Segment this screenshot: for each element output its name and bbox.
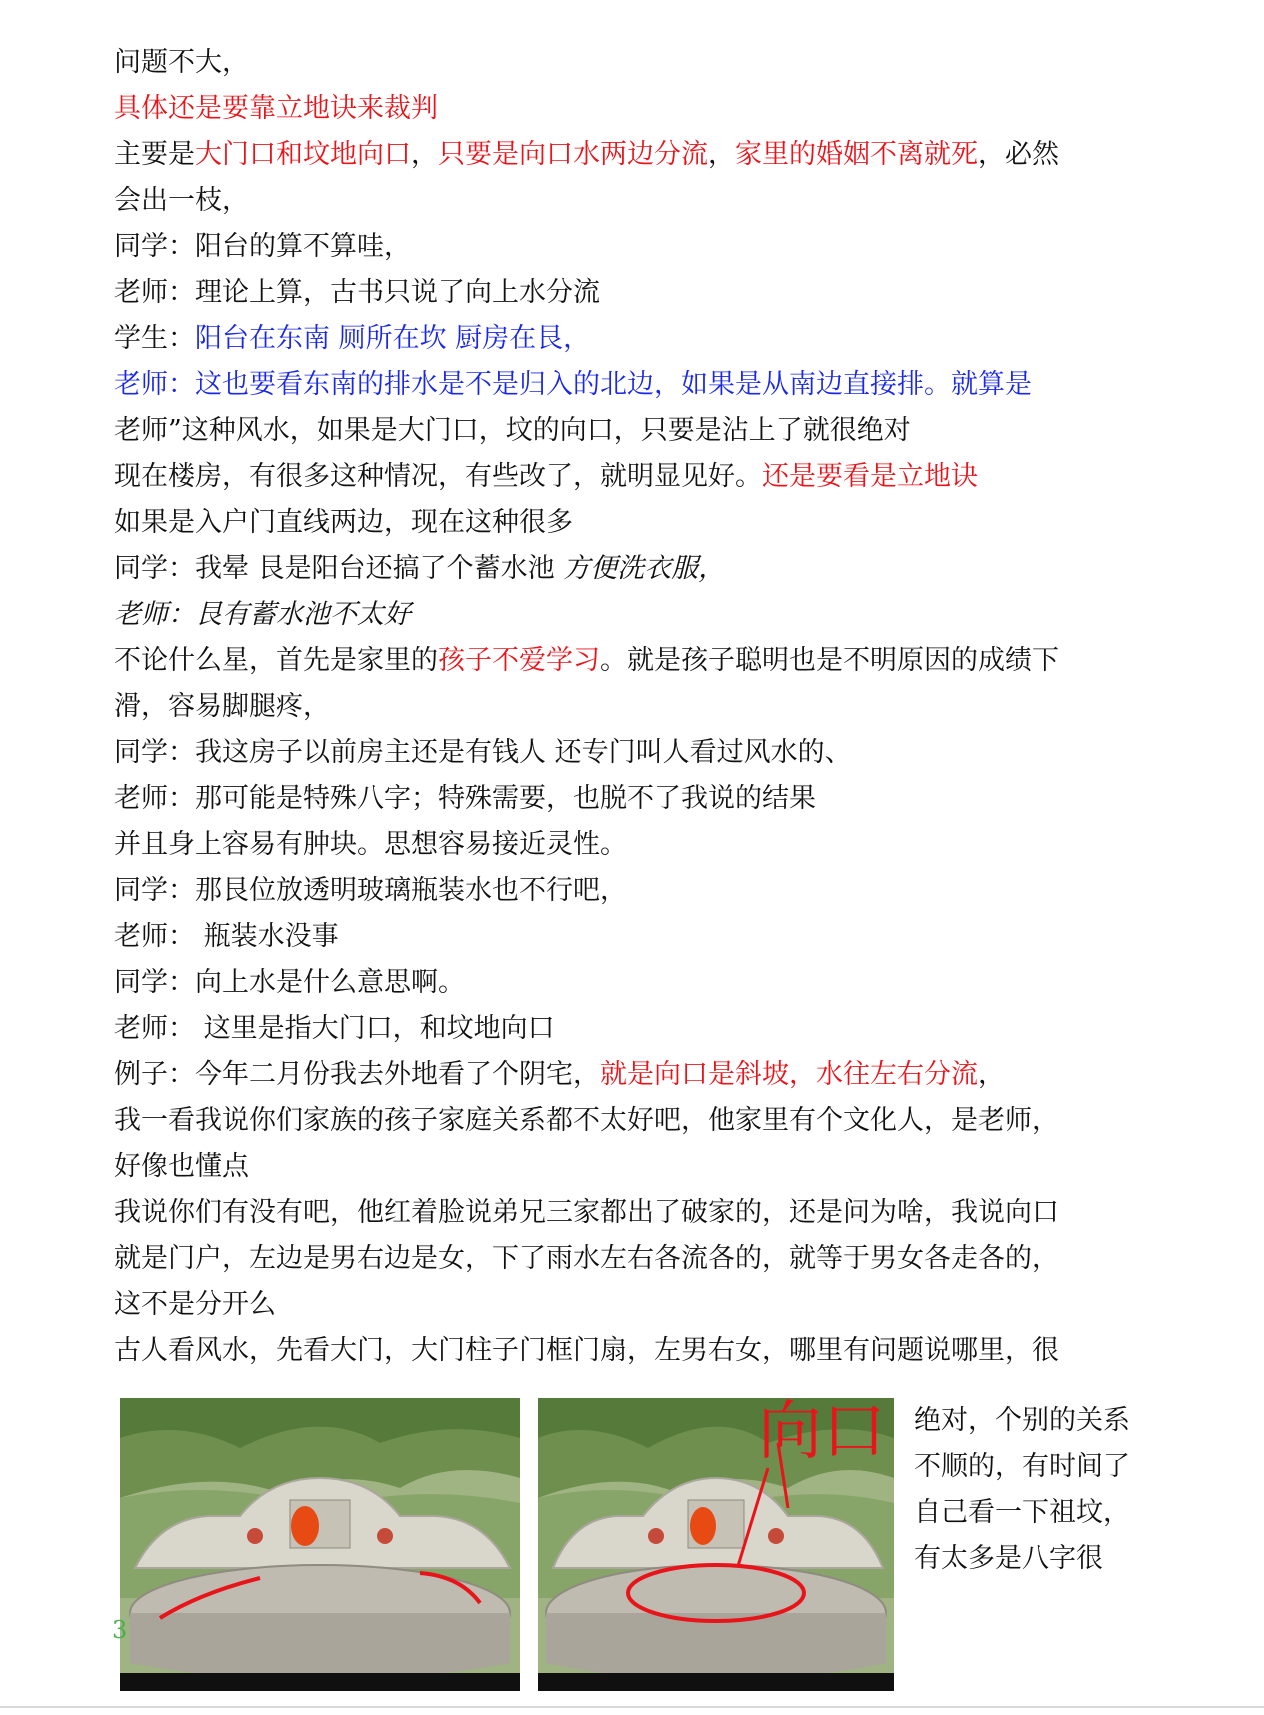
text-line xyxy=(114,1144,1154,1190)
highlighted-text-red: 孩子不爱学习 xyxy=(438,645,600,676)
text-line xyxy=(114,1190,1154,1236)
highlighted-text-red: 只要是向口水两边分流 xyxy=(438,139,708,170)
text-line xyxy=(114,500,1154,546)
annotation-label: 向口 xyxy=(758,1398,886,1469)
text-line xyxy=(114,132,1154,178)
text-segment: 好像也懂点 xyxy=(114,1151,249,1182)
bottom-divider xyxy=(0,1706,1264,1708)
text-line xyxy=(114,638,1154,684)
text-segment: 不论什么星，首先是家里的 xyxy=(114,645,438,676)
side-line: 不顺的，有时间了 xyxy=(914,1451,1130,1482)
text-segment: 主要是 xyxy=(114,139,195,170)
text-line xyxy=(114,224,1154,270)
highlighted-text-red: 大门口和坟地向口 xyxy=(195,139,411,170)
tomb-photo-left xyxy=(120,1398,520,1691)
text-segment: 同学：阳台的算不算哇， xyxy=(114,231,411,262)
side-line: 绝对，个别的关系 xyxy=(914,1405,1130,1436)
text-line xyxy=(114,1052,1154,1098)
text-segment: 这不是分开么 xyxy=(114,1289,276,1320)
text-line xyxy=(114,546,1154,592)
text-line xyxy=(114,960,1154,1006)
text-segment: 老师：艮有蓄水池不太好 xyxy=(114,599,411,630)
text-line xyxy=(114,776,1154,822)
text-line xyxy=(114,408,1154,454)
text-segment: 古人看风水，先看大门，大门柱子门框门扇，左男右女，哪里有问题说哪里，很 xyxy=(114,1335,1059,1366)
text-segment: 同学：向上水是什么意思啊。 xyxy=(114,967,465,998)
text-segment: 滑，容易脚腿疼， xyxy=(114,691,330,722)
highlighted-text-blue: 阳台在东南 厕所在坎 厨房在艮， xyxy=(195,323,591,354)
text-line xyxy=(114,1236,1154,1282)
text-line xyxy=(114,1098,1154,1144)
text-segment: 老师：理论上算，古书只说了向上水分流 xyxy=(114,277,600,308)
highlighted-text-red: 具体还是要靠立地诀来裁判 xyxy=(114,93,438,124)
text-segment: 如果是入户门直线两边，现在这种很多 xyxy=(114,507,573,538)
text-line xyxy=(114,730,1154,776)
document-body xyxy=(114,40,1154,1374)
text-segment: ， xyxy=(978,1059,1005,1090)
tomb-photo-right xyxy=(538,1398,894,1691)
text-segment: ，必然 xyxy=(978,139,1059,170)
text-segment: 我说你们有没有吧，他红着脸说弟兄三家都出了破家的，还是问为啥，我说向口 xyxy=(114,1197,1059,1228)
text-line xyxy=(114,914,1154,960)
text-line xyxy=(114,86,1154,132)
text-line xyxy=(114,1006,1154,1052)
text-segment: ， xyxy=(708,139,735,170)
text-segment: 就是门户，左边是男右边是女，下了雨水左右各流各的，就等于男女各走各的， xyxy=(114,1243,1059,1274)
text-segment: 。就是孩子聪明也是不明原因的成绩下 xyxy=(600,645,1059,676)
highlighted-text-red: 就是向口是斜坡，水往左右分流 xyxy=(600,1059,978,1090)
text-line xyxy=(114,362,1154,408)
highlighted-text-red: 还是要看是立地诀 xyxy=(762,461,978,492)
text-segment: 并且身上容易有肿块。思想容易接近灵性。 xyxy=(114,829,627,860)
text-segment: 方便洗衣服， xyxy=(563,553,726,584)
text-segment: 同学：我这房子以前房主还是有钱人 还专门叫人看过风水的、 xyxy=(114,737,852,768)
text-segment: 现在楼房，有很多这种情况，有些改了，就明显见好。 xyxy=(114,461,762,492)
side-line: 自己看一下祖坟， xyxy=(914,1497,1130,1528)
text-segment: 老师：那可能是特殊八字；特殊需要，也脱不了我说的结果 xyxy=(114,783,816,814)
text-line xyxy=(114,40,1154,86)
text-line xyxy=(114,1328,1154,1374)
text-segment: 会出一枝， xyxy=(114,185,249,216)
text-line xyxy=(114,270,1154,316)
text-segment: 例子：今年二月份我去外地看了个阴宅， xyxy=(114,1059,600,1090)
side-line: 有太多是八字很 xyxy=(914,1543,1103,1574)
text-segment: 我一看我说你们家族的孩子家庭关系都不太好吧，他家里有个文化人，是老师， xyxy=(114,1105,1059,1136)
text-segment: 老师”这种风水，如果是大门口，坟的向口，只要是沾上了就很绝对 xyxy=(114,415,911,446)
text-line xyxy=(114,592,1154,638)
text-segment: 问题不大， xyxy=(114,47,249,78)
text-line xyxy=(114,316,1154,362)
text-line xyxy=(114,1282,1154,1328)
side-text xyxy=(914,1398,1154,1582)
text-line xyxy=(114,178,1154,224)
text-segment: 同学：我晕 艮是阳台还搞了个蓄水池 xyxy=(114,553,564,584)
page-number: 3 xyxy=(112,1616,128,1644)
highlighted-text-red: 家里的婚姻不离就死 xyxy=(735,139,978,170)
text-segment: 老师： 瓶装水没事 xyxy=(114,921,339,952)
text-line xyxy=(114,684,1154,730)
text-line xyxy=(114,822,1154,868)
text-segment: ， xyxy=(411,139,438,170)
highlighted-text-blue: 老师：这也要看东南的排水是不是归入的北边，如果是从南边直接排。就算是 xyxy=(114,369,1032,400)
text-segment: 同学：那艮位放透明玻璃瓶装水也不行吧， xyxy=(114,875,627,906)
text-line xyxy=(114,454,1154,500)
text-line xyxy=(114,868,1154,914)
text-segment: 学生： xyxy=(114,323,195,354)
text-segment: 老师： 这里是指大门口，和坟地向口 xyxy=(114,1013,555,1044)
